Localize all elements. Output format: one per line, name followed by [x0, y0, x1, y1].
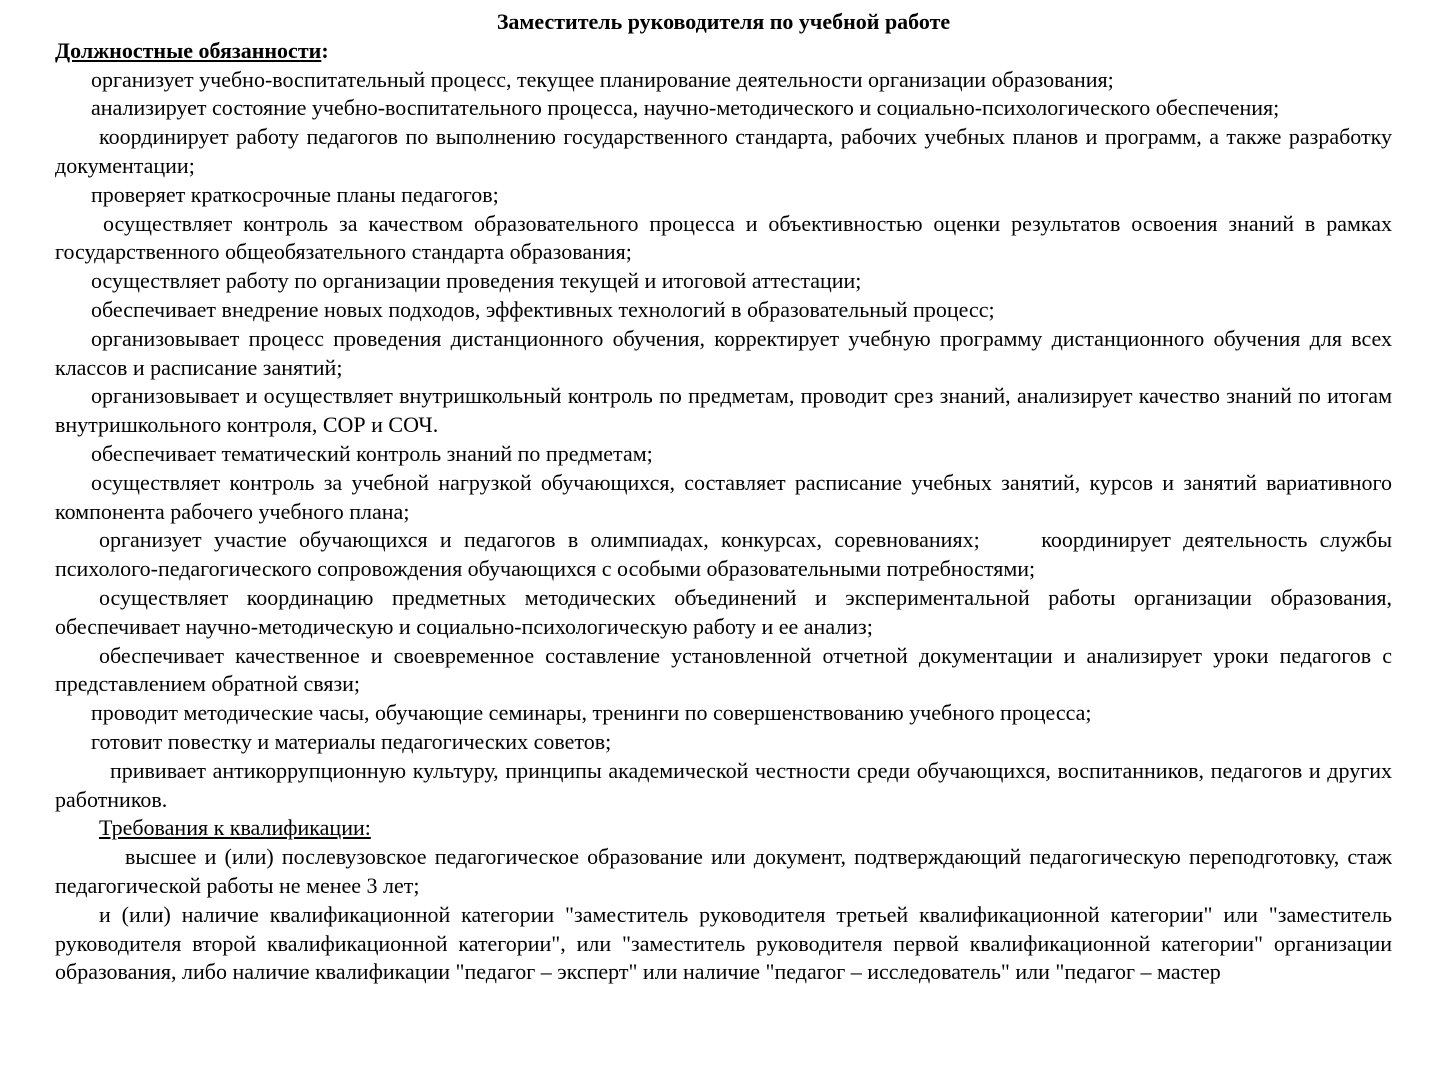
duty-paragraph: организовывает и осуществляет внутришкольный контроль по предметам, проводит срез знаний, анализирует качество знаний по итогам внутришкольного контроля, СОР и СОЧ. — [55, 383, 1392, 438]
duty-paragraph: организовывает процесс проведения дистанционного обучения, корректирует учебную программу дистанционного обучения для всех классов и расписание занятий; — [55, 325, 1392, 380]
duty-paragraph: проверяет краткосрочные планы педагогов; — [91, 181, 499, 207]
duty-paragraph: обеспечивает внедрение новых подходов, эффективных технологий в образовательный процесс; — [91, 296, 995, 322]
duty-paragraph: осуществляет координацию предметных методических объединений и экспериментальной работы организации образования, обеспечивает научно-методическую и социально-психологическую работу и ее анализ; — [55, 584, 1392, 639]
duty-paragraph: прививает антикоррупционную культуру, принципы академической честности среди обучающихся, воспитанников, педагогов и других работников. — [55, 757, 1392, 812]
duty-paragraph: анализирует состояние учебно-воспитательного процесса, научно-методического и социально-психологического обеспечения; — [91, 95, 1280, 121]
qualification-paragraph: и (или) наличие квалификационной категории "заместитель руководителя третьей квалификационной категории" или "заместитель руководителя второй квалификационной категории", или "заместитель руководителя первой квалификационной категории" организации образования, либо наличие квалификации "педагог – эксперт" или наличие "педагог – исследователь" или "педагог – мастер — [55, 901, 1392, 985]
duty-paragraph: обеспечивает качественное и своевременное составление установленной отчетной документации и анализирует уроки педагогов с представлением обратной связи; — [55, 642, 1392, 697]
duty-paragraph: осуществляет контроль за качеством образовательного процесса и объективностью оценки результатов освоения знаний в рамках государственного общеобязательного стандарта образования; — [55, 210, 1392, 265]
duty-paragraph: проводит методические часы, обучающие семинары, тренинги по совершенствованию учебного процесса; — [91, 700, 1092, 726]
duties-heading-colon: : — [321, 37, 329, 63]
qualification-paragraph: высшее и (или) послевузовское педагогическое образование или документ, подтверждающий педагогическую переподготовку, стаж педагогической работы не менее 3 лет; — [55, 844, 1392, 898]
duties-heading — [55, 37, 1392, 66]
duty-paragraph: организует участие обучающихся и педагогов в олимпиадах, конкурсах, соревнованиях; координирует деятельность службы психолого-педагогического сопровождения обучающихся с особыми образовательными потребностями; — [55, 527, 1392, 582]
duty-paragraph: готовит повестку и материалы педагогических советов; — [91, 728, 612, 754]
document-title: Заместитель руководителя по учебной работе — [496, 9, 951, 34]
duty-paragraph: обеспечивает тематический контроль знаний по предметам; — [91, 440, 653, 466]
duties-heading-text: Должностные обязанности — [55, 37, 322, 63]
duty-paragraph: координирует работу педагогов по выполнению государственного стандарта, рабочих учебных планов и программ, а также разработку документации; — [55, 124, 1392, 178]
qualification-heading — [55, 814, 1392, 843]
duty-paragraph: осуществляет контроль за учебной нагрузкой обучающихся, составляет расписание учебных занятий, курсов и занятий вариативного компонента рабочего учебного плана; — [55, 469, 1392, 524]
duty-paragraph: осуществляет работу по организации проведения текущей и итоговой аттестации; — [91, 268, 862, 294]
qualification-heading-text: Требования к квалификации: — [99, 815, 371, 841]
duty-paragraph: организует учебно-воспитательный процесс, текущее планирование деятельности организации образования; — [91, 66, 1114, 92]
